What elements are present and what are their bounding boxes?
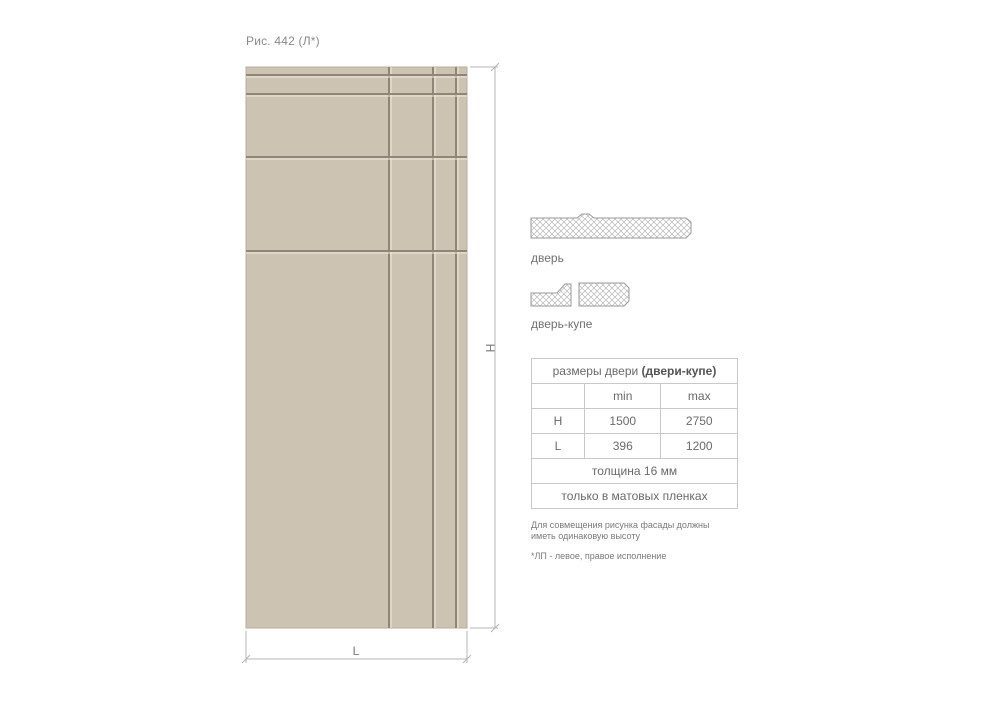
table-header-prefix: размеры двери xyxy=(552,364,639,378)
alignment-note: Для совмещения рисунка фасады должны иметь одинаковую высоту xyxy=(531,520,710,541)
row-min: 1500 xyxy=(585,409,661,434)
table-col-min: min xyxy=(585,384,661,409)
footnote: *ЛП - левое, правое исполнение xyxy=(531,551,667,561)
table-col-max: max xyxy=(661,384,738,409)
table-row xyxy=(532,434,738,459)
table-thickness-row xyxy=(532,459,738,484)
row-min: 396 xyxy=(585,434,661,459)
table-corner-cell xyxy=(532,384,585,409)
door-profile xyxy=(531,214,691,238)
row-max: 1200 xyxy=(661,434,738,459)
thickness-cell: толщина 16 мм xyxy=(532,459,738,484)
size-table xyxy=(531,358,738,509)
width-label: L xyxy=(352,644,360,658)
height-label: H xyxy=(483,343,497,353)
figure-title: Рис. 442 (Л*) xyxy=(246,34,320,48)
sliding-door-profile-left xyxy=(531,284,571,306)
table-finish-row xyxy=(532,484,738,509)
row-label: H xyxy=(532,409,585,434)
table-header xyxy=(532,359,738,384)
row-label: L xyxy=(532,434,585,459)
sliding-door-profile-caption: дверь-купе xyxy=(531,317,593,331)
table-column-row xyxy=(532,384,738,409)
sliding-door-profile-right xyxy=(579,283,629,306)
finish-cell: только в матовых пленках xyxy=(532,484,738,509)
row-max: 2750 xyxy=(661,409,738,434)
table-header-bold: (двери-купе) xyxy=(641,364,717,378)
door-profile-caption: дверь xyxy=(531,251,564,265)
table-row xyxy=(532,409,738,434)
table-header-row xyxy=(532,359,738,384)
